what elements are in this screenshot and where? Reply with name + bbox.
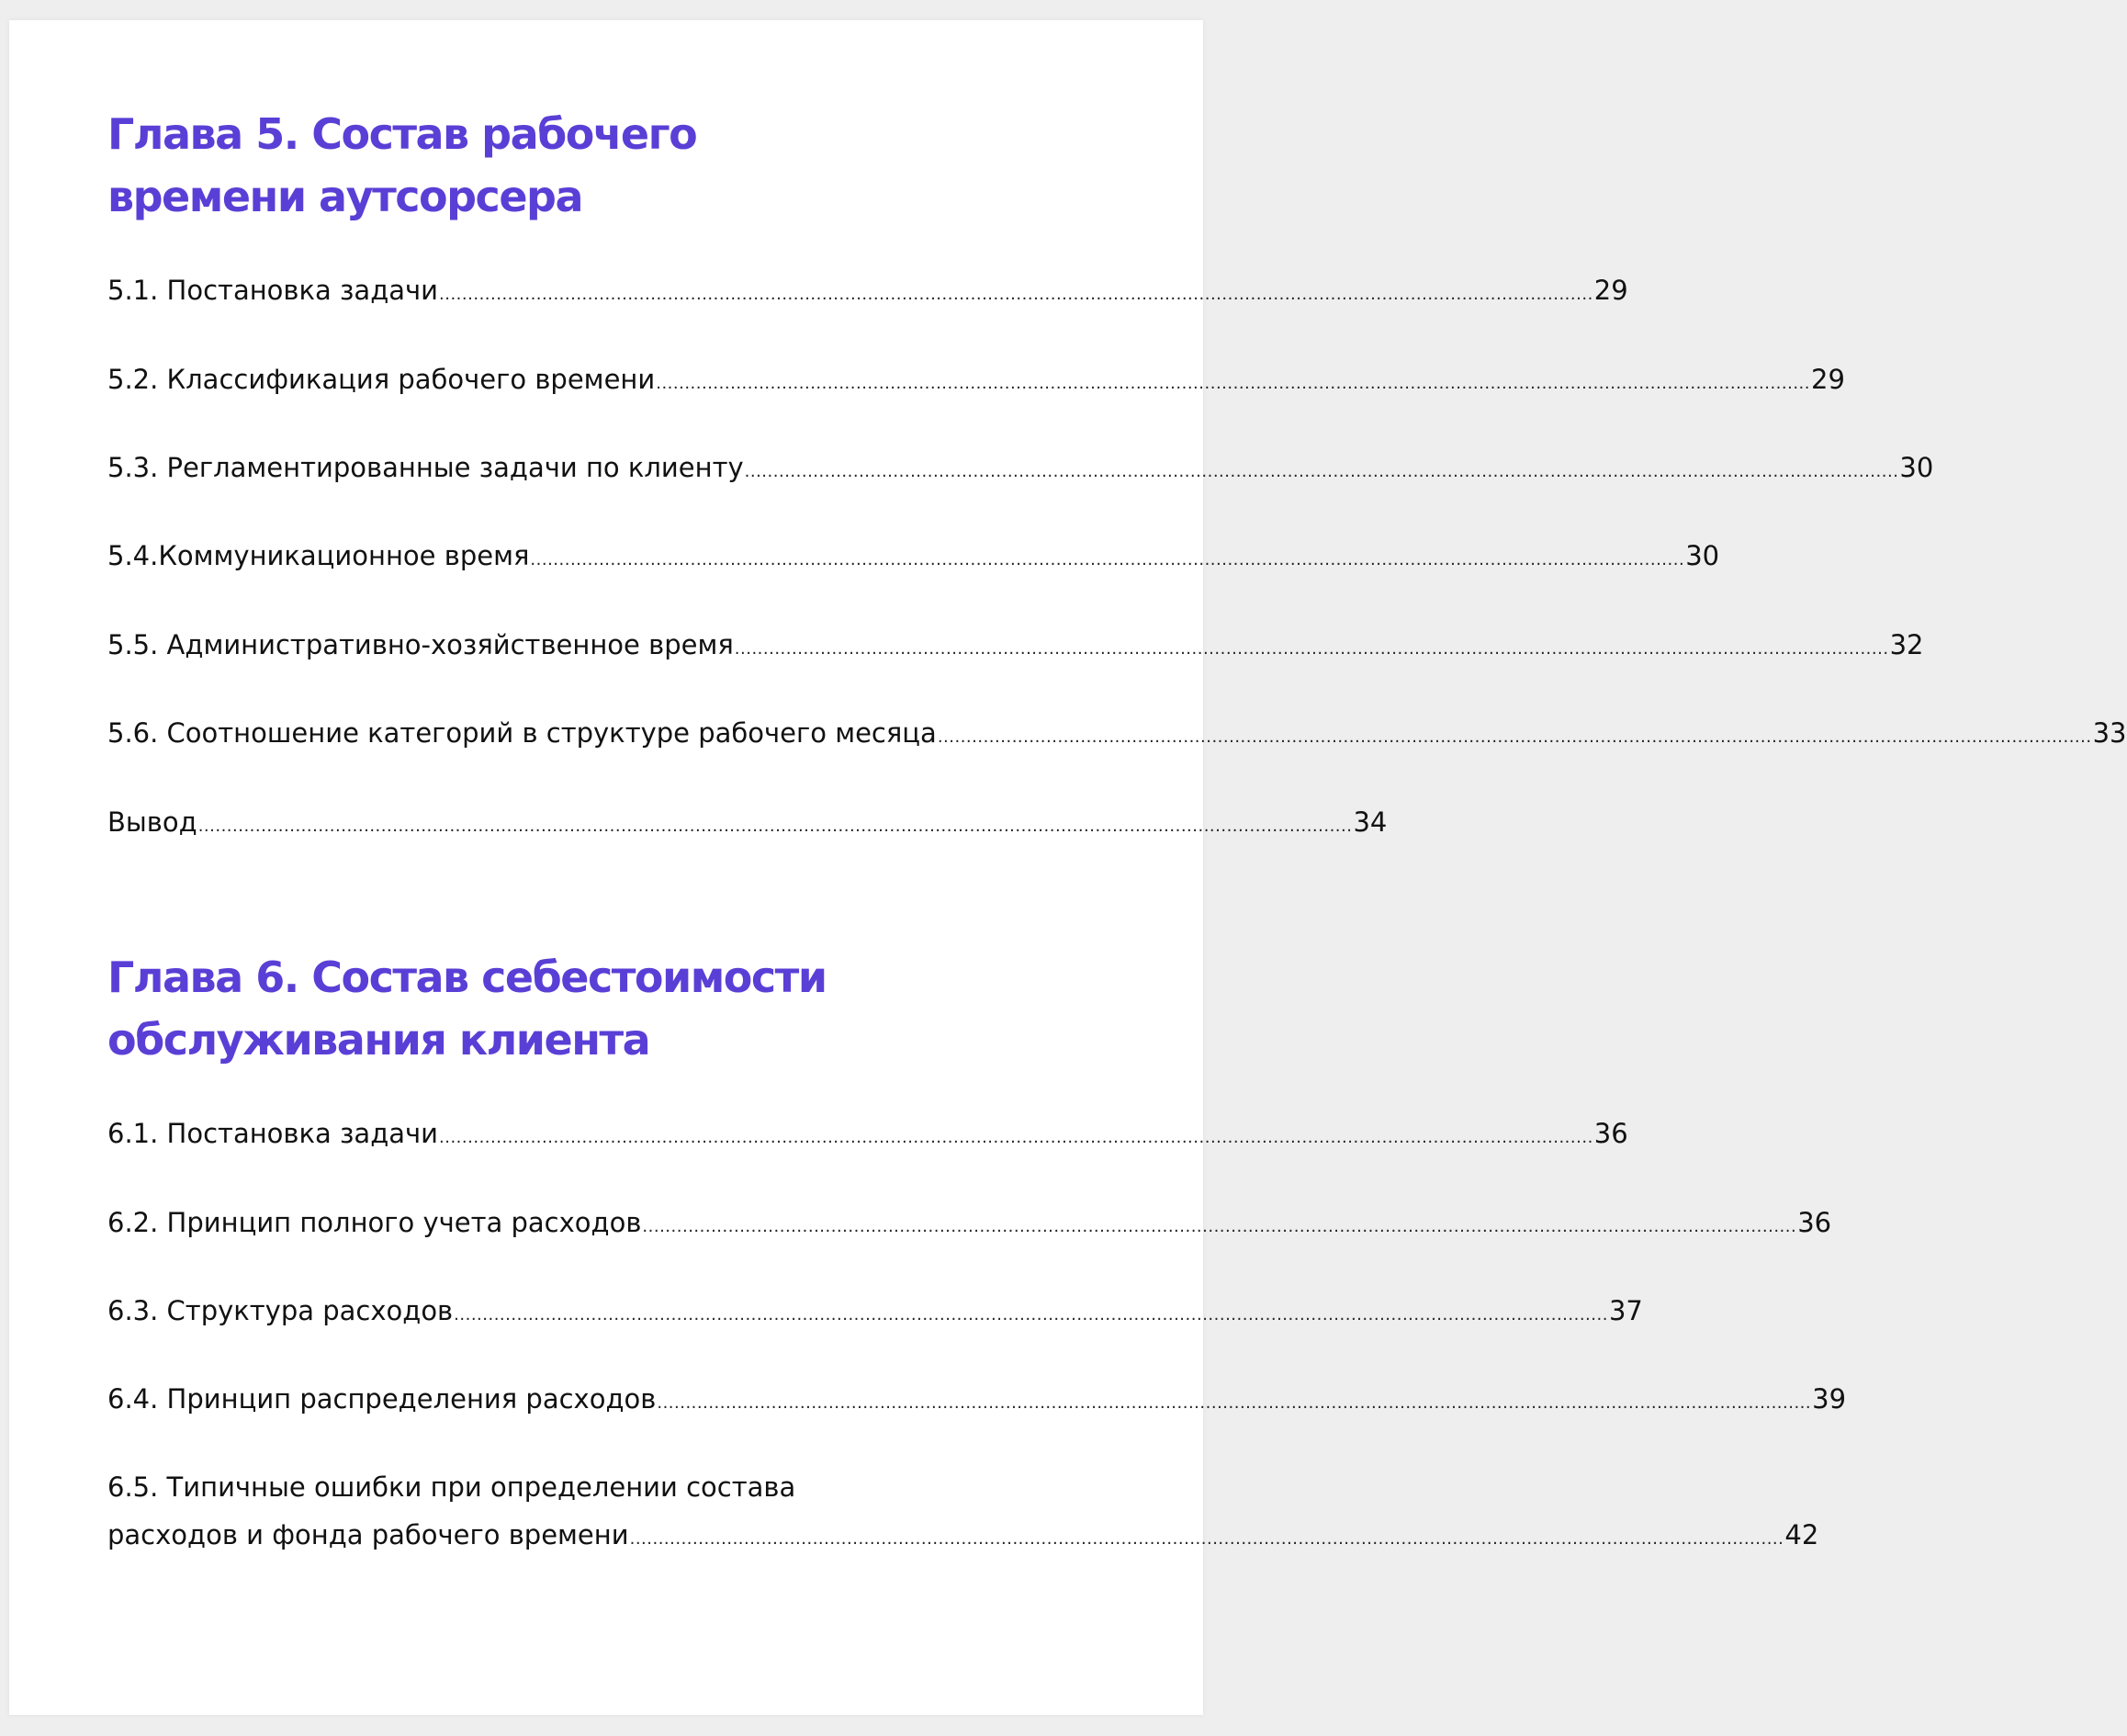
toc-item-label: 5.6. Соотношение категорий в структуре рабочего месяца [107, 717, 937, 749]
chapter-title-line1: Глава 5. Состав рабочего [107, 109, 697, 159]
toc-item-label: 5.5. Административно-хозяйственное время [107, 629, 734, 660]
toc-item-page: 30 [1685, 540, 1720, 571]
toc-item[interactable] [107, 1110, 1628, 1157]
toc-item-label: 6.1. Постановка задачи [107, 1118, 439, 1149]
toc-item[interactable] [107, 798, 1388, 846]
chapter-title [107, 946, 1099, 1071]
dot-leader: .......................................................................................................................................................................................................... [439, 285, 1593, 304]
toc-item-page: 30 [1899, 452, 1934, 483]
toc-item[interactable] [107, 1463, 1819, 1559]
dot-leader: .......................................................................................................................................................................................................... [656, 374, 1810, 393]
dot-leader: .......................................................................................................................................................................................................... [937, 727, 2092, 747]
toc-item[interactable] [107, 1287, 1643, 1335]
toc-item-page: 32 [1889, 629, 1924, 660]
dot-leader: .......................................................................................................................................................................................................... [197, 817, 1353, 836]
toc-item-page: 36 [1797, 1207, 1832, 1238]
toc-item[interactable] [107, 444, 1934, 491]
toc-item[interactable] [107, 1375, 1847, 1423]
toc-item-page: 37 [1608, 1295, 1643, 1326]
chapter-title-line2: обслуживания клиента [107, 1015, 650, 1065]
dot-leader: .......................................................................................................................................................................................................... [657, 1393, 1812, 1413]
dot-leader: .......................................................................................................................................................................................................... [530, 550, 1685, 569]
toc-item-page: 39 [1812, 1383, 1847, 1415]
toc-item-page: 42 [1784, 1519, 1819, 1550]
dot-leader: .......................................................................................................................................................................................................... [629, 1529, 1784, 1549]
toc-item-label: 6.3. Структура расходов [107, 1295, 454, 1326]
toc-item[interactable] [107, 1199, 1832, 1246]
chapter-title [107, 103, 1099, 228]
chapter-title-line2: времени аутсорсера [107, 172, 582, 221]
dot-leader: .......................................................................................................................................................................................................... [454, 1305, 1608, 1325]
toc-item-label: 5.4.Коммуникационное время [107, 540, 530, 571]
document-page [9, 20, 2127, 1715]
toc-item-label: 6.2. Принцип полного учета расходов [107, 1207, 642, 1238]
toc-item-label: 6.4. Принцип распределения расходов [107, 1383, 657, 1415]
toc-item[interactable] [107, 709, 2127, 757]
toc-item-label: 5.3. Регламентированные задачи по клиенту [107, 452, 744, 483]
dot-leader: .......................................................................................................................................................................................................... [744, 462, 1899, 481]
dot-leader: .......................................................................................................................................................................................................... [439, 1128, 1593, 1147]
chapter-6 [107, 946, 1847, 1550]
toc-item-page: 36 [1593, 1118, 1628, 1149]
chapter-title-line1: Глава 6. Состав себестоимости [107, 953, 827, 1002]
toc-item-page: 29 [1593, 275, 1628, 306]
toc-item[interactable] [107, 621, 1924, 669]
toc-item[interactable] [107, 355, 1845, 403]
toc-item-page: 34 [1353, 806, 1388, 838]
toc-item[interactable] [107, 532, 1720, 580]
toc-item-label-line1: 6.5. Типичные ошибки при определении состава [107, 1471, 796, 1503]
toc-item-label: 5.1. Постановка задачи [107, 275, 439, 306]
chapter-5 [107, 103, 2127, 838]
dot-leader: .......................................................................................................................................................................................................... [734, 639, 1889, 659]
toc-item-label: расходов и фонда рабочего времени [107, 1519, 629, 1550]
toc-item-label: Вывод [107, 806, 197, 838]
toc-item[interactable] [107, 266, 1628, 314]
toc-item-page: 33 [2092, 717, 2127, 749]
toc-item-label: 5.2. Классификация рабочего времени [107, 364, 656, 395]
dot-leader: .......................................................................................................................................................................................................... [642, 1217, 1797, 1236]
toc-item-page: 29 [1811, 364, 1845, 395]
